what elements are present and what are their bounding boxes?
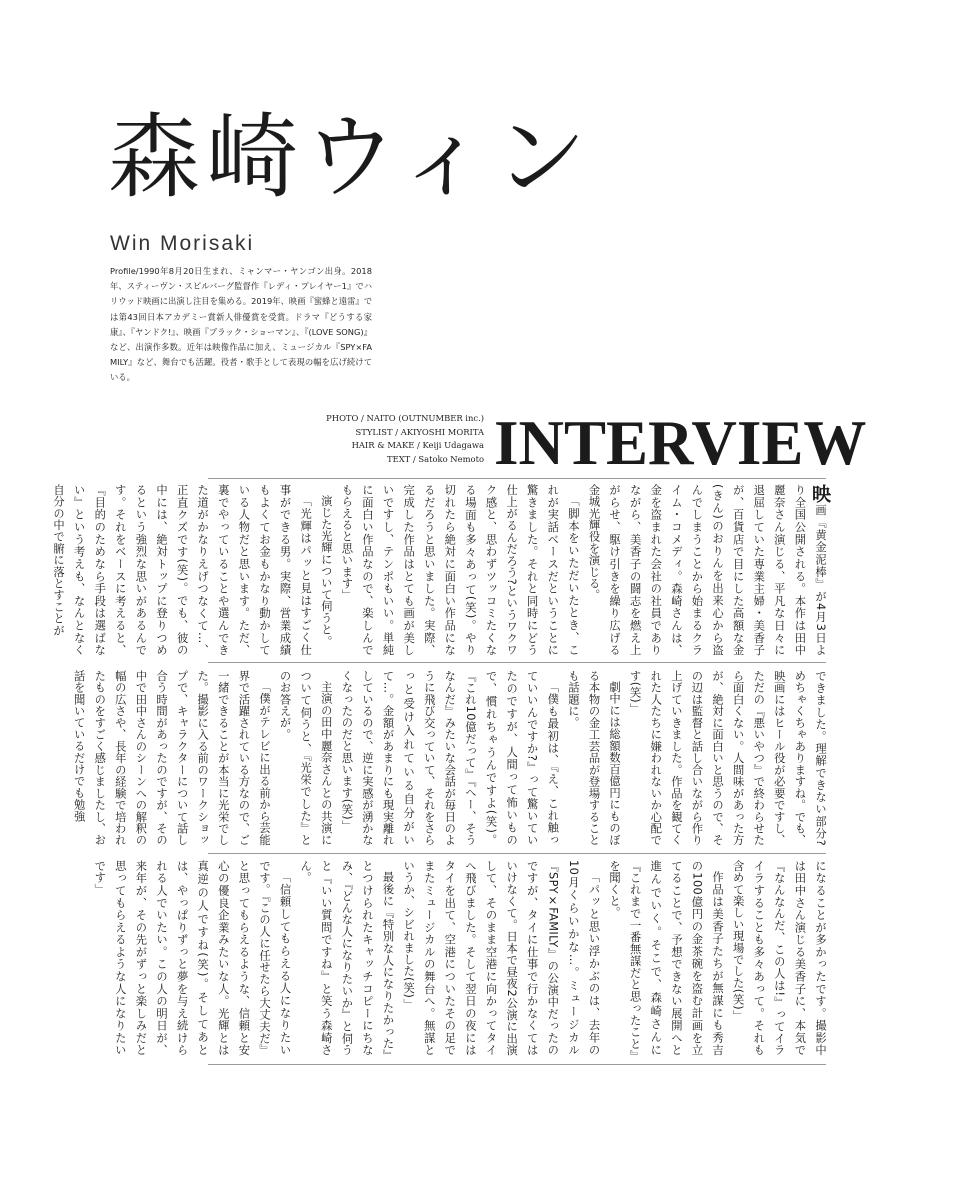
article-paragraph: 劇中には総額数百億円にものぼる本物の金工芸品が登場することも話題に。 (566, 670, 622, 846)
article-paragraph: 「僕がテレビに出る前から芸能界で活躍されている方なので、ご一緒できることが本当に光栄でした。撮影に入る前のワークショップで、キャラクターについて話し合う時間があったのですが、その中で田中さんのシーンへの解釈の幅の広さや、長年の経験で培われたものをすごく感じましたし、お話を聞いているだけでも勉強 (72, 670, 271, 846)
article-paragraph (583, 484, 830, 656)
credits (318, 412, 484, 466)
credit-stylist: STYLIST / AKIYOSHI MORITA (355, 426, 484, 437)
article-paragraph: 「光輝はパッと見はすごく仕事ができる男。実際、営業成績もよくてお金もかなり動かしている人物だと思います。ただ、裏でやっていることや選んできた道がかなりえげつなくて…、正直クズです(笑)。でも、彼の中には、絶対トップに登りつめるという強烈な思いがあるんです。それをベースに考えると、『目的のためなら手段は選ばない』という考えも、なんとなく自分の中で腑に落とすことが (52, 484, 313, 656)
article-paragraph: 「僕も最初は、『え、これ触っていいんですか?』って驚いていたのですが、人間って怖いもので、慣れちゃうんですよ(笑)。『これ10億だって』『へー、そうなんだ』みたいな会話が毎日のように飛び交っていて、それをさらっと受け入れている自分がいて…。金額があまりにも現実離れしているので、逆に実感が湧かなくなったのだと思います(笑)」 (340, 670, 560, 846)
drop-cap: 映 (809, 484, 831, 505)
article-paragraph: 「脚本をいただいたとき、これが実話ベースだということに驚きました。それと同時にどう仕上がるんだろう?というワクワク感と、思わずツッコミたくなる場面も多々あって(笑)。やり切れたら絶対に面白い作品になるだろうと思いました。実際、完成した作品はとても画が美しいですし、テンポもいい。単純に面白い作品なので、楽しんでもらえると思います」 (340, 484, 580, 656)
divider-bottom (208, 1064, 826, 1065)
article-paragraph: 「パッと思い浮かぶのは、去年の10月くらいかな…。ミュージカル『SPY×FAMILY』の公演中だったのですが、タイに仕事で行かなくてはいけなくて。日本で昼夜2公演に出演して、そのまま空港に向かってタイへ飛びました。そして翌日の夜にはタイを出て、空港についたその足でまたミュージカルの舞台へ。無謀というか、シビれました(笑)」 (402, 860, 601, 1056)
divider-middle-1 (208, 662, 826, 663)
profile-text: Profile/1990年8月20日生まれ、ミャンマー・ヤンゴン出身。2018年、スティーヴン・スピルバーグ監督作『レディ・プレイヤー1』でハリウッド映画に出演し注目を集める。2019年、映画『蜜蜂と遠雷』では第43回日本アカデミー賞新人俳優賞を受賞。ドラマ『どうする家康』、『ヤンドク!』、映画『ブラック・ショーマン』、『(LOVE SONG)』など、出演作多数。近年は映像作品に加え、ミュージカル『SPY×FAMILY』など、舞台でも活躍。役者・歌手として表現の幅を広げ続けている。 (110, 266, 372, 383)
article-block-1 (52, 484, 831, 657)
credit-text: TEXT / Satoko Nemoto (387, 453, 484, 464)
article-paragraph: できました。理解できない部分?めちゃくちゃありますね。でも、映画にはヒール役が必要ですし、ただの『悪いやつ』で終わらせたら面白くない。人間味があった方が、絶対に面白いと思うので、その辺は監督と話し合いながら作り上げていきました。作品を観てくれた人たちに嫌われないか心配です(笑)」 (628, 670, 827, 846)
article-paragraph: 主演の田中麗奈さんとの共演について伺うと、『光栄でした』とのお答えが。 (278, 670, 333, 846)
celebrity-name-english: Win Morisaki (110, 232, 255, 255)
divider-top (208, 478, 826, 479)
article-paragraph: 演じた光輝について伺うと。 (319, 495, 333, 648)
credit-photo: PHOTO / NAITO (OUTNUMBER inc.) (326, 413, 484, 423)
article-paragraph: 作品は美香子たちが無謀にも秀吉の100億円の金茶碗を盗む計画を立てることで、予想できない展開へと進んでいく。そこで、森崎さんに『これまで一番無謀だと思ったこと』を聞くと。 (608, 860, 725, 1056)
interview-heading: INTERVIEW (494, 408, 867, 478)
article-paragraph: 最後に『特別な人になりたかった』とつけられたキャッチコピーにちなみ、『どんな人になりたいか』と伺うと『いい質問ですね』と笑う森崎さん。 (299, 860, 395, 1056)
article-paragraph: 「信頼してもらえる人になりたいです。『この人に任せたら大丈夫だ』と思ってもらえるような、信頼と安心の優良企業みたいな人。光輝とは真逆の人ですね(笑)。そしてあとは、やっぱりずっと夢を与え続けられる人でいたい。この人の明日が、来年が、その先がずっと楽しみだと思ってもらえるような人になりたいです」 (93, 860, 292, 1056)
celebrity-name-japanese: 森崎ウィン (108, 104, 593, 211)
lead-text: 画『黄金泥棒』が4月3日より全国公開される。本作は田中麗奈さん演じる、平凡な日々に退屈していた専業主婦・美香子が、百貨店で目にした高額な金(きん)のおりんを出来心から盗んでしまうことから始まるクライム・コメディ。森崎さんは、金を盗まれた会社の社員でありながら、美香子の闘志を燃え上がらせ、駆け引きを繰り広げる金城光輝役を演じる。 (587, 484, 827, 657)
article-block-3 (93, 860, 830, 1056)
article-block-2 (72, 670, 830, 846)
article-paragraph: になることが多かったです。撮影中は田中さん演じる美香子に、本気で『なんなんだ、この人は!』ってイライラすることも多々あって。それも含めて楽しい現場でした(笑)」 (731, 860, 827, 1056)
credit-hair-make: HAIR & MAKE / Keiji Udagawa (351, 440, 484, 450)
divider-middle-2 (208, 853, 826, 854)
